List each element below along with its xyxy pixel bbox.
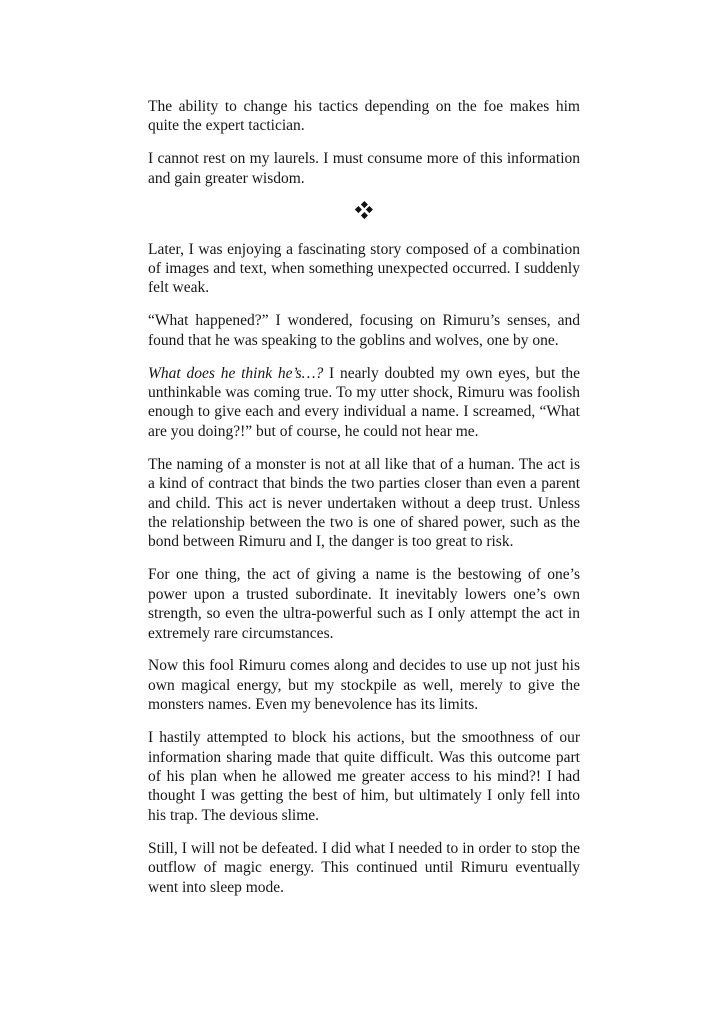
paragraph-3: Later, I was enjoying a fascinating story composed of a combination of images and text, when something unexpected occurred. I suddenly felt weak. [148, 240, 580, 297]
diamond-left-icon [355, 206, 362, 213]
paragraph-10: Still, I will not be defeated. I did what I needed to in order to stop the outflow of magic energy. This continued until Rimuru eventually went into sleep mode. [148, 839, 580, 896]
paragraph-8: Now this fool Rimuru comes along and decides to use up not just his own magical energy, but my stockpile as well, merely to give the monsters names. Even my benevolence has its limits. [148, 657, 580, 714]
section-break-diamond-icon [356, 202, 372, 218]
paragraph-9: I hastily attempted to block his actions, but the smoothness of our information sharing made that quite difficult. Was this outcome part of his plan when he allowed me greater access to his mind?! I had thought I was getting the best of him, but ultimately I only fell into his trap. The devious slime. [148, 729, 580, 824]
paragraph-1: The ability to change his tactics depending on the foe makes him quite the expert tactician. [148, 98, 580, 135]
section-break [148, 202, 580, 218]
paragraph-5-italic-phrase: What does he think he’s…? [148, 364, 324, 382]
paragraph-5 [148, 364, 580, 442]
paragraph-5-rest: I nearly doubted my own eyes, but the unthinkable was coming true. To my utter shock, Rimuru was foolish enough to give each and every individual a name. I screamed, “What are you doing?!” but of course, he could not hear me. [148, 364, 581, 440]
body-text [148, 97, 580, 897]
paragraph-6: The naming of a monster is not at all like that of a human. The act is a kind of contract that binds the two parties closer than even a parent and child. This act is never undertaken without a deep trust. Unless the relationship between the two is one of shared power, such as the bond between Rimuru and I, the danger is too great to risk. [148, 455, 580, 551]
paragraph-2: I cannot rest on my laurels. I must consume more of this information and gain greater wisdom. [148, 150, 580, 187]
diamond-bottom-icon [361, 212, 368, 219]
paragraph-7: For one thing, the act of giving a name is the bestowing of one’s power upon a trusted subordinate. It inevitably lowers one’s own strength, so even the ultra-powerful such as I only attempt the act in extremely rare circumstances. [148, 566, 580, 642]
diamond-right-icon [366, 206, 373, 213]
diamond-top-icon [361, 201, 368, 208]
paragraph-4: “What happened?” I wondered, focusing on Rimuru’s senses, and found that he was speaking to the goblins and wolves, one by one. [148, 312, 580, 349]
